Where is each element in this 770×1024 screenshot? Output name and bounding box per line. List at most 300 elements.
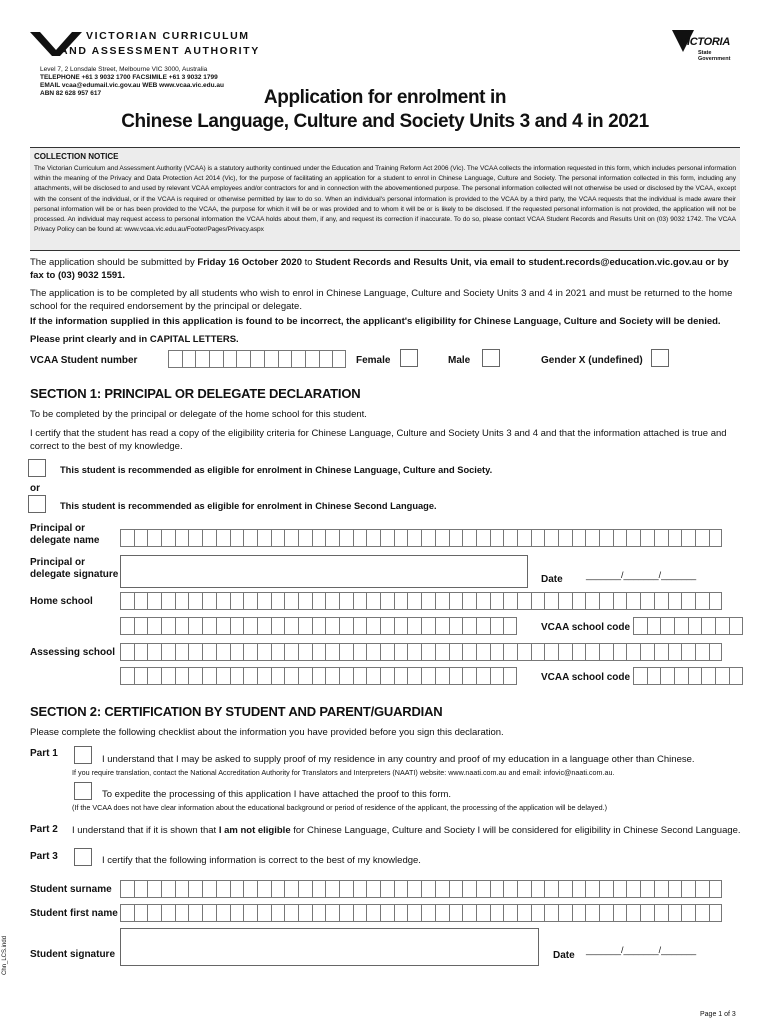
home-school-field-row1[interactable] xyxy=(120,592,722,610)
input-cell[interactable] xyxy=(175,880,189,898)
input-cell[interactable] xyxy=(421,643,435,661)
input-cell[interactable] xyxy=(613,643,627,661)
input-cell[interactable] xyxy=(517,904,531,922)
input-cell[interactable] xyxy=(216,529,230,547)
input-cell[interactable] xyxy=(613,880,627,898)
input-cell[interactable] xyxy=(490,667,504,685)
input-cell[interactable] xyxy=(490,617,504,635)
input-cell[interactable] xyxy=(202,617,216,635)
input-cell[interactable] xyxy=(407,880,421,898)
input-cell[interactable] xyxy=(284,592,298,610)
input-cell[interactable] xyxy=(421,904,435,922)
input-cell[interactable] xyxy=(517,529,531,547)
input-cell[interactable] xyxy=(701,617,715,635)
input-cell[interactable] xyxy=(161,617,175,635)
input-cell[interactable] xyxy=(202,643,216,661)
input-cell[interactable] xyxy=(585,529,599,547)
input-cell[interactable] xyxy=(572,643,586,661)
input-cell[interactable] xyxy=(531,880,545,898)
input-cell[interactable] xyxy=(312,667,326,685)
input-cell[interactable] xyxy=(572,880,586,898)
input-cell[interactable] xyxy=(633,667,647,685)
input-cell[interactable] xyxy=(462,643,476,661)
input-cell[interactable] xyxy=(325,904,339,922)
input-cell[interactable] xyxy=(558,592,572,610)
input-cell[interactable] xyxy=(421,617,435,635)
input-cell[interactable] xyxy=(147,592,161,610)
input-cell[interactable] xyxy=(366,592,380,610)
input-cell[interactable] xyxy=(353,643,367,661)
input-cell[interactable] xyxy=(729,667,743,685)
input-cell[interactable] xyxy=(435,904,449,922)
input-cell[interactable] xyxy=(558,643,572,661)
input-cell[interactable] xyxy=(298,904,312,922)
input-cell[interactable] xyxy=(305,350,319,368)
input-cell[interactable] xyxy=(695,529,709,547)
input-cell[interactable] xyxy=(462,667,476,685)
input-cell[interactable] xyxy=(407,592,421,610)
input-cell[interactable] xyxy=(531,643,545,661)
input-cell[interactable] xyxy=(366,880,380,898)
input-cell[interactable] xyxy=(613,904,627,922)
input-cell[interactable] xyxy=(599,880,613,898)
input-cell[interactable] xyxy=(230,904,244,922)
input-cell[interactable] xyxy=(216,592,230,610)
input-cell[interactable] xyxy=(709,880,723,898)
input-cell[interactable] xyxy=(325,617,339,635)
input-cell[interactable] xyxy=(284,643,298,661)
input-cell[interactable] xyxy=(729,617,743,635)
input-cell[interactable] xyxy=(435,880,449,898)
input-cell[interactable] xyxy=(134,643,148,661)
input-cell[interactable] xyxy=(243,617,257,635)
input-cell[interactable] xyxy=(202,592,216,610)
input-cell[interactable] xyxy=(668,643,682,661)
input-cell[interactable] xyxy=(216,643,230,661)
home-school-field-row2[interactable] xyxy=(120,617,517,635)
input-cell[interactable] xyxy=(161,529,175,547)
input-cell[interactable] xyxy=(257,617,271,635)
input-cell[interactable] xyxy=(325,529,339,547)
input-cell[interactable] xyxy=(640,643,654,661)
input-cell[interactable] xyxy=(476,667,490,685)
input-cell[interactable] xyxy=(709,904,723,922)
input-cell[interactable] xyxy=(230,643,244,661)
input-cell[interactable] xyxy=(709,592,723,610)
input-cell[interactable] xyxy=(435,643,449,661)
input-cell[interactable] xyxy=(476,617,490,635)
input-cell[interactable] xyxy=(531,904,545,922)
input-cell[interactable] xyxy=(120,643,134,661)
input-cell[interactable] xyxy=(558,880,572,898)
input-cell[interactable] xyxy=(394,592,408,610)
input-cell[interactable] xyxy=(175,904,189,922)
input-cell[interactable] xyxy=(120,667,134,685)
input-cell[interactable] xyxy=(476,529,490,547)
input-cell[interactable] xyxy=(175,592,189,610)
input-cell[interactable] xyxy=(339,667,353,685)
input-cell[interactable] xyxy=(462,529,476,547)
input-cell[interactable] xyxy=(298,880,312,898)
home-school-code-field[interactable] xyxy=(633,617,743,635)
input-cell[interactable] xyxy=(394,667,408,685)
input-cell[interactable] xyxy=(298,667,312,685)
input-cell[interactable] xyxy=(490,529,504,547)
input-cell[interactable] xyxy=(380,880,394,898)
input-cell[interactable] xyxy=(298,617,312,635)
input-cell[interactable] xyxy=(353,592,367,610)
input-cell[interactable] xyxy=(654,592,668,610)
input-cell[interactable] xyxy=(230,529,244,547)
input-cell[interactable] xyxy=(257,667,271,685)
input-cell[interactable] xyxy=(640,529,654,547)
input-cell[interactable] xyxy=(544,592,558,610)
input-cell[interactable] xyxy=(325,880,339,898)
input-cell[interactable] xyxy=(271,880,285,898)
input-cell[interactable] xyxy=(490,904,504,922)
input-cell[interactable] xyxy=(339,643,353,661)
input-cell[interactable] xyxy=(394,904,408,922)
input-cell[interactable] xyxy=(449,643,463,661)
student-first-name-field[interactable] xyxy=(120,904,722,922)
input-cell[interactable] xyxy=(599,904,613,922)
input-cell[interactable] xyxy=(449,667,463,685)
input-cell[interactable] xyxy=(517,880,531,898)
input-cell[interactable] xyxy=(462,592,476,610)
input-cell[interactable] xyxy=(681,529,695,547)
input-cell[interactable] xyxy=(654,529,668,547)
input-cell[interactable] xyxy=(339,592,353,610)
input-cell[interactable] xyxy=(503,667,517,685)
input-cell[interactable] xyxy=(709,643,723,661)
input-cell[interactable] xyxy=(695,880,709,898)
input-cell[interactable] xyxy=(476,880,490,898)
input-cell[interactable] xyxy=(421,592,435,610)
input-cell[interactable] xyxy=(202,529,216,547)
input-cell[interactable] xyxy=(312,904,326,922)
input-cell[interactable] xyxy=(243,880,257,898)
input-cell[interactable] xyxy=(257,880,271,898)
input-cell[interactable] xyxy=(250,350,264,368)
input-cell[interactable] xyxy=(654,643,668,661)
input-cell[interactable] xyxy=(531,592,545,610)
input-cell[interactable] xyxy=(216,904,230,922)
input-cell[interactable] xyxy=(449,529,463,547)
input-cell[interactable] xyxy=(681,643,695,661)
input-cell[interactable] xyxy=(147,667,161,685)
input-cell[interactable] xyxy=(175,667,189,685)
input-cell[interactable] xyxy=(503,880,517,898)
input-cell[interactable] xyxy=(366,667,380,685)
input-cell[interactable] xyxy=(175,617,189,635)
input-cell[interactable] xyxy=(284,667,298,685)
assessing-school-field-row2[interactable] xyxy=(120,667,517,685)
input-cell[interactable] xyxy=(312,529,326,547)
input-cell[interactable] xyxy=(271,667,285,685)
input-cell[interactable] xyxy=(476,643,490,661)
input-cell[interactable] xyxy=(298,643,312,661)
input-cell[interactable] xyxy=(243,592,257,610)
input-cell[interactable] xyxy=(271,592,285,610)
option2-checkbox[interactable] xyxy=(28,495,46,513)
input-cell[interactable] xyxy=(161,643,175,661)
section2-date-field[interactable]: _______/_______/_______ xyxy=(586,945,697,955)
input-cell[interactable] xyxy=(695,592,709,610)
input-cell[interactable] xyxy=(572,529,586,547)
input-cell[interactable] xyxy=(531,529,545,547)
input-cell[interactable] xyxy=(236,350,250,368)
input-cell[interactable] xyxy=(161,904,175,922)
input-cell[interactable] xyxy=(188,617,202,635)
input-cell[interactable] xyxy=(339,880,353,898)
input-cell[interactable] xyxy=(421,880,435,898)
part1a-checkbox[interactable] xyxy=(74,746,92,764)
input-cell[interactable] xyxy=(134,904,148,922)
input-cell[interactable] xyxy=(633,617,647,635)
input-cell[interactable] xyxy=(380,667,394,685)
input-cell[interactable] xyxy=(216,617,230,635)
input-cell[interactable] xyxy=(462,617,476,635)
input-cell[interactable] xyxy=(339,529,353,547)
input-cell[interactable] xyxy=(243,643,257,661)
input-cell[interactable] xyxy=(476,904,490,922)
input-cell[interactable] xyxy=(353,904,367,922)
input-cell[interactable] xyxy=(291,350,305,368)
input-cell[interactable] xyxy=(407,617,421,635)
input-cell[interactable] xyxy=(188,904,202,922)
input-cell[interactable] xyxy=(271,643,285,661)
input-cell[interactable] xyxy=(585,904,599,922)
assessing-school-code-field[interactable] xyxy=(633,667,743,685)
input-cell[interactable] xyxy=(613,592,627,610)
input-cell[interactable] xyxy=(134,880,148,898)
input-cell[interactable] xyxy=(257,592,271,610)
input-cell[interactable] xyxy=(284,880,298,898)
input-cell[interactable] xyxy=(394,880,408,898)
input-cell[interactable] xyxy=(353,880,367,898)
input-cell[interactable] xyxy=(715,617,729,635)
principal-signature-field[interactable] xyxy=(120,555,528,588)
input-cell[interactable] xyxy=(585,643,599,661)
input-cell[interactable] xyxy=(175,643,189,661)
input-cell[interactable] xyxy=(230,667,244,685)
input-cell[interactable] xyxy=(558,529,572,547)
input-cell[interactable] xyxy=(134,529,148,547)
input-cell[interactable] xyxy=(407,529,421,547)
input-cell[interactable] xyxy=(319,350,333,368)
input-cell[interactable] xyxy=(353,529,367,547)
input-cell[interactable] xyxy=(230,592,244,610)
input-cell[interactable] xyxy=(120,904,134,922)
input-cell[interactable] xyxy=(278,350,292,368)
input-cell[interactable] xyxy=(544,880,558,898)
input-cell[interactable] xyxy=(407,643,421,661)
input-cell[interactable] xyxy=(120,880,134,898)
input-cell[interactable] xyxy=(503,592,517,610)
input-cell[interactable] xyxy=(599,529,613,547)
input-cell[interactable] xyxy=(421,667,435,685)
input-cell[interactable] xyxy=(660,617,674,635)
input-cell[interactable] xyxy=(147,529,161,547)
input-cell[interactable] xyxy=(188,529,202,547)
input-cell[interactable] xyxy=(660,667,674,685)
input-cell[interactable] xyxy=(435,529,449,547)
input-cell[interactable] xyxy=(380,617,394,635)
input-cell[interactable] xyxy=(668,592,682,610)
input-cell[interactable] xyxy=(599,592,613,610)
input-cell[interactable] xyxy=(654,880,668,898)
input-cell[interactable] xyxy=(120,617,134,635)
input-cell[interactable] xyxy=(585,880,599,898)
input-cell[interactable] xyxy=(202,667,216,685)
input-cell[interactable] xyxy=(380,904,394,922)
input-cell[interactable] xyxy=(202,880,216,898)
input-cell[interactable] xyxy=(353,617,367,635)
input-cell[interactable] xyxy=(182,350,196,368)
input-cell[interactable] xyxy=(188,880,202,898)
input-cell[interactable] xyxy=(257,643,271,661)
input-cell[interactable] xyxy=(449,904,463,922)
input-cell[interactable] xyxy=(626,880,640,898)
input-cell[interactable] xyxy=(175,529,189,547)
input-cell[interactable] xyxy=(544,904,558,922)
input-cell[interactable] xyxy=(640,904,654,922)
input-cell[interactable] xyxy=(572,592,586,610)
input-cell[interactable] xyxy=(695,904,709,922)
input-cell[interactable] xyxy=(490,643,504,661)
input-cell[interactable] xyxy=(216,667,230,685)
gender-x-checkbox[interactable] xyxy=(651,349,669,367)
input-cell[interactable] xyxy=(312,643,326,661)
input-cell[interactable] xyxy=(640,592,654,610)
input-cell[interactable] xyxy=(640,880,654,898)
input-cell[interactable] xyxy=(613,529,627,547)
input-cell[interactable] xyxy=(380,592,394,610)
input-cell[interactable] xyxy=(572,904,586,922)
input-cell[interactable] xyxy=(216,880,230,898)
input-cell[interactable] xyxy=(394,529,408,547)
input-cell[interactable] xyxy=(366,643,380,661)
input-cell[interactable] xyxy=(681,592,695,610)
input-cell[interactable] xyxy=(134,667,148,685)
input-cell[interactable] xyxy=(668,529,682,547)
input-cell[interactable] xyxy=(681,904,695,922)
part1b-checkbox[interactable] xyxy=(74,782,92,800)
input-cell[interactable] xyxy=(366,617,380,635)
input-cell[interactable] xyxy=(490,592,504,610)
input-cell[interactable] xyxy=(284,617,298,635)
male-checkbox[interactable] xyxy=(482,349,500,367)
input-cell[interactable] xyxy=(668,904,682,922)
input-cell[interactable] xyxy=(284,529,298,547)
input-cell[interactable] xyxy=(517,592,531,610)
input-cell[interactable] xyxy=(421,529,435,547)
input-cell[interactable] xyxy=(503,529,517,547)
input-cell[interactable] xyxy=(243,529,257,547)
input-cell[interactable] xyxy=(161,592,175,610)
input-cell[interactable] xyxy=(161,880,175,898)
input-cell[interactable] xyxy=(312,592,326,610)
input-cell[interactable] xyxy=(147,880,161,898)
input-cell[interactable] xyxy=(188,643,202,661)
input-cell[interactable] xyxy=(503,904,517,922)
input-cell[interactable] xyxy=(312,617,326,635)
input-cell[interactable] xyxy=(585,592,599,610)
input-cell[interactable] xyxy=(271,617,285,635)
input-cell[interactable] xyxy=(243,667,257,685)
input-cell[interactable] xyxy=(674,667,688,685)
section1-date-field[interactable]: _______/_______/_______ xyxy=(586,570,697,580)
input-cell[interactable] xyxy=(230,880,244,898)
input-cell[interactable] xyxy=(709,529,723,547)
input-cell[interactable] xyxy=(688,617,702,635)
input-cell[interactable] xyxy=(147,617,161,635)
input-cell[interactable] xyxy=(688,667,702,685)
principal-name-field[interactable] xyxy=(120,529,722,547)
option1-checkbox[interactable] xyxy=(28,459,46,477)
student-surname-field[interactable] xyxy=(120,880,722,898)
vcaa-student-number-field[interactable] xyxy=(168,350,346,368)
input-cell[interactable] xyxy=(681,880,695,898)
input-cell[interactable] xyxy=(271,904,285,922)
input-cell[interactable] xyxy=(626,643,640,661)
input-cell[interactable] xyxy=(284,904,298,922)
input-cell[interactable] xyxy=(339,617,353,635)
input-cell[interactable] xyxy=(490,880,504,898)
input-cell[interactable] xyxy=(188,592,202,610)
input-cell[interactable] xyxy=(503,643,517,661)
input-cell[interactable] xyxy=(544,643,558,661)
assessing-school-field-row1[interactable] xyxy=(120,643,722,661)
input-cell[interactable] xyxy=(271,529,285,547)
input-cell[interactable] xyxy=(449,617,463,635)
input-cell[interactable] xyxy=(366,529,380,547)
female-checkbox[interactable] xyxy=(400,349,418,367)
input-cell[interactable] xyxy=(394,617,408,635)
part3-checkbox[interactable] xyxy=(74,848,92,866)
input-cell[interactable] xyxy=(257,904,271,922)
input-cell[interactable] xyxy=(134,617,148,635)
input-cell[interactable] xyxy=(626,904,640,922)
input-cell[interactable] xyxy=(161,667,175,685)
input-cell[interactable] xyxy=(298,529,312,547)
input-cell[interactable] xyxy=(325,643,339,661)
input-cell[interactable] xyxy=(435,617,449,635)
input-cell[interactable] xyxy=(695,643,709,661)
input-cell[interactable] xyxy=(407,904,421,922)
input-cell[interactable] xyxy=(394,643,408,661)
input-cell[interactable] xyxy=(325,592,339,610)
input-cell[interactable] xyxy=(558,904,572,922)
input-cell[interactable] xyxy=(120,592,134,610)
input-cell[interactable] xyxy=(462,904,476,922)
input-cell[interactable] xyxy=(168,350,182,368)
input-cell[interactable] xyxy=(449,592,463,610)
input-cell[interactable] xyxy=(332,350,346,368)
input-cell[interactable] xyxy=(701,667,715,685)
input-cell[interactable] xyxy=(544,529,558,547)
input-cell[interactable] xyxy=(654,904,668,922)
input-cell[interactable] xyxy=(223,350,237,368)
input-cell[interactable] xyxy=(366,904,380,922)
input-cell[interactable] xyxy=(202,904,216,922)
input-cell[interactable] xyxy=(674,617,688,635)
input-cell[interactable] xyxy=(147,904,161,922)
input-cell[interactable] xyxy=(257,529,271,547)
input-cell[interactable] xyxy=(243,904,257,922)
input-cell[interactable] xyxy=(325,667,339,685)
input-cell[interactable] xyxy=(195,350,209,368)
